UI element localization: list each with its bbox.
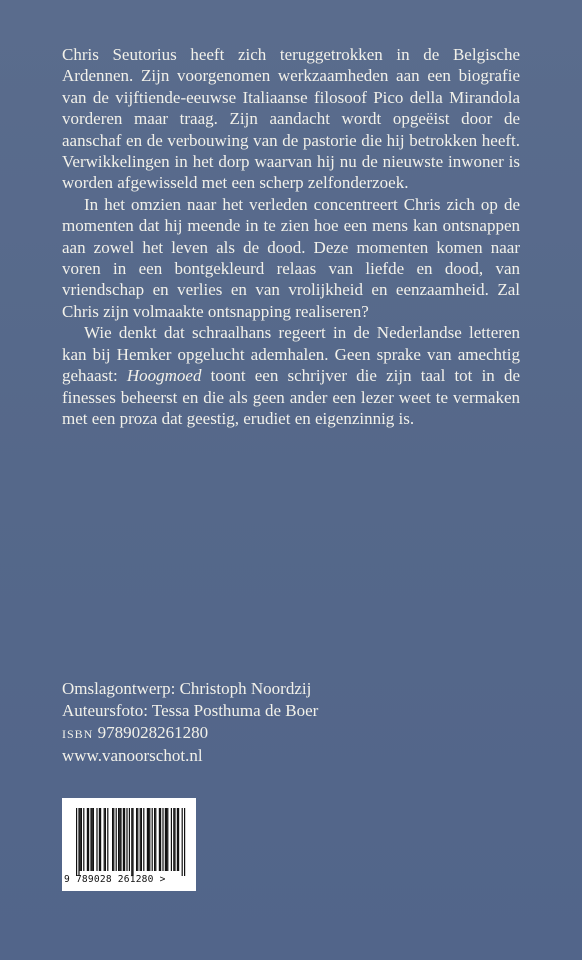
barcode-bar bbox=[113, 808, 114, 871]
blurb-paragraph-1: Chris Seutorius heeft zich teruggetrokken in de Belgische Ardennen. Zijn voorgenomen werkzaamheden aan een biografie van de vijftiende-eeuwse Italiaanse filosoof Pico della Mirandola vorderen maar traag. Zijn aandacht wordt opgeëist door de aanschaf en de verbouwing van de pastorie die hij betrokken heeft. Verwikkelingen in het dorp waarvan hij nu de nieuwste inwoner is worden afgewisseld met een scherp zelfonderzoek. bbox=[62, 45, 520, 193]
barcode-bar bbox=[147, 808, 148, 871]
barcode-bar bbox=[80, 808, 81, 871]
barcode-bar bbox=[166, 808, 167, 871]
barcode-bar bbox=[154, 808, 155, 871]
barcode-bar bbox=[87, 808, 88, 871]
credits-block bbox=[62, 678, 482, 767]
barcode-bar bbox=[76, 808, 77, 876]
publisher-website: www.vanoorschot.nl bbox=[62, 746, 203, 766]
barcode-bar bbox=[123, 808, 124, 871]
barcode-bar bbox=[81, 808, 82, 871]
barcode-bar bbox=[173, 808, 174, 871]
barcode-bar bbox=[162, 808, 163, 871]
blurb-text bbox=[62, 44, 520, 429]
barcode-bar bbox=[88, 808, 89, 871]
barcode-bar bbox=[137, 808, 138, 871]
barcode-bar bbox=[149, 808, 150, 871]
barcode-bar bbox=[116, 808, 117, 871]
barcode-bar bbox=[124, 808, 125, 871]
book-title-italic: Hoogmoed bbox=[126, 366, 202, 386]
barcode-bar bbox=[159, 808, 160, 871]
barcode-bar bbox=[126, 808, 127, 871]
barcode-bar bbox=[143, 808, 144, 871]
barcode-bar bbox=[99, 808, 100, 871]
barcode-bar bbox=[167, 808, 168, 871]
barcode-bar bbox=[152, 808, 153, 871]
barcode-bar bbox=[118, 808, 119, 871]
barcode-bar bbox=[112, 808, 113, 871]
barcode-bar bbox=[100, 808, 101, 871]
barcode-bar bbox=[148, 808, 149, 871]
barcode-bar bbox=[165, 808, 166, 871]
barcode-bar bbox=[182, 808, 183, 876]
barcode-digits: 9 789028 261280 > bbox=[64, 874, 166, 885]
barcode-bar bbox=[140, 808, 141, 871]
barcode-bar bbox=[171, 808, 172, 871]
barcode-bar bbox=[129, 808, 130, 871]
barcode-bar bbox=[120, 808, 121, 871]
barcode-bar bbox=[141, 808, 142, 871]
blurb-paragraph-3 bbox=[62, 322, 520, 429]
barcode-bar bbox=[90, 808, 91, 871]
barcode-bar bbox=[177, 808, 178, 871]
blurb-paragraph-2: In het omzien naar het verleden concentreert Chris zich op de momenten dat hij meende in te zien hoe een mens kan ontsnappen aan zowel het leven als de dood. Deze momenten komen naar voren in een bontgekleurd relaas van liefde en dood, van vriendschap en verlies en van vrolijkheid en eenzaamheid. Zal Chris zijn volmaakte ontsnapping realiseren? bbox=[62, 194, 520, 321]
barcode-bar bbox=[92, 808, 93, 871]
barcode-bar bbox=[107, 808, 108, 871]
barcode-bar bbox=[83, 808, 84, 871]
barcode-bar bbox=[174, 808, 175, 871]
barcode-bar bbox=[178, 808, 179, 871]
barcode-bar bbox=[96, 808, 97, 871]
isbn-label: ISBN bbox=[62, 726, 94, 741]
barcode-bar bbox=[93, 808, 94, 871]
blurb-paragraph-3-end: toont een schrijver die zijn taal tot in de finesses beheerst en die als geen ander een lezer weet te vermaken met een proza dat geestig, erudiet en eigenzinnig is. bbox=[62, 366, 520, 428]
cover-design-credit: Omslagontwerp: Christoph Noordzij bbox=[62, 679, 312, 698]
barcode-bar bbox=[136, 808, 137, 871]
barcode-bars bbox=[62, 798, 196, 878]
author-photo-credit: Auteursfoto: Tessa Posthuma de Boer bbox=[62, 700, 319, 720]
blurb-paragraph-3-start: Wie denkt dat schraalhans regeert in de Nederlandse letteren kan bij Hemker opgelucht ademhalen. Geen sprake van amechtig gehaast: bbox=[62, 323, 520, 386]
barcode-bar bbox=[105, 808, 106, 871]
barcode-bar bbox=[132, 808, 133, 876]
barcode-bar bbox=[160, 808, 161, 871]
barcode-bar bbox=[119, 808, 120, 871]
barcode-bar bbox=[131, 808, 132, 876]
barcode-bar bbox=[78, 808, 79, 876]
barcode-bar bbox=[104, 808, 105, 871]
barcode bbox=[62, 798, 196, 891]
isbn-line bbox=[62, 722, 482, 746]
barcode-bar bbox=[184, 808, 185, 876]
barcode-bar bbox=[155, 808, 156, 871]
isbn-number: 9789028261280 bbox=[97, 722, 209, 742]
